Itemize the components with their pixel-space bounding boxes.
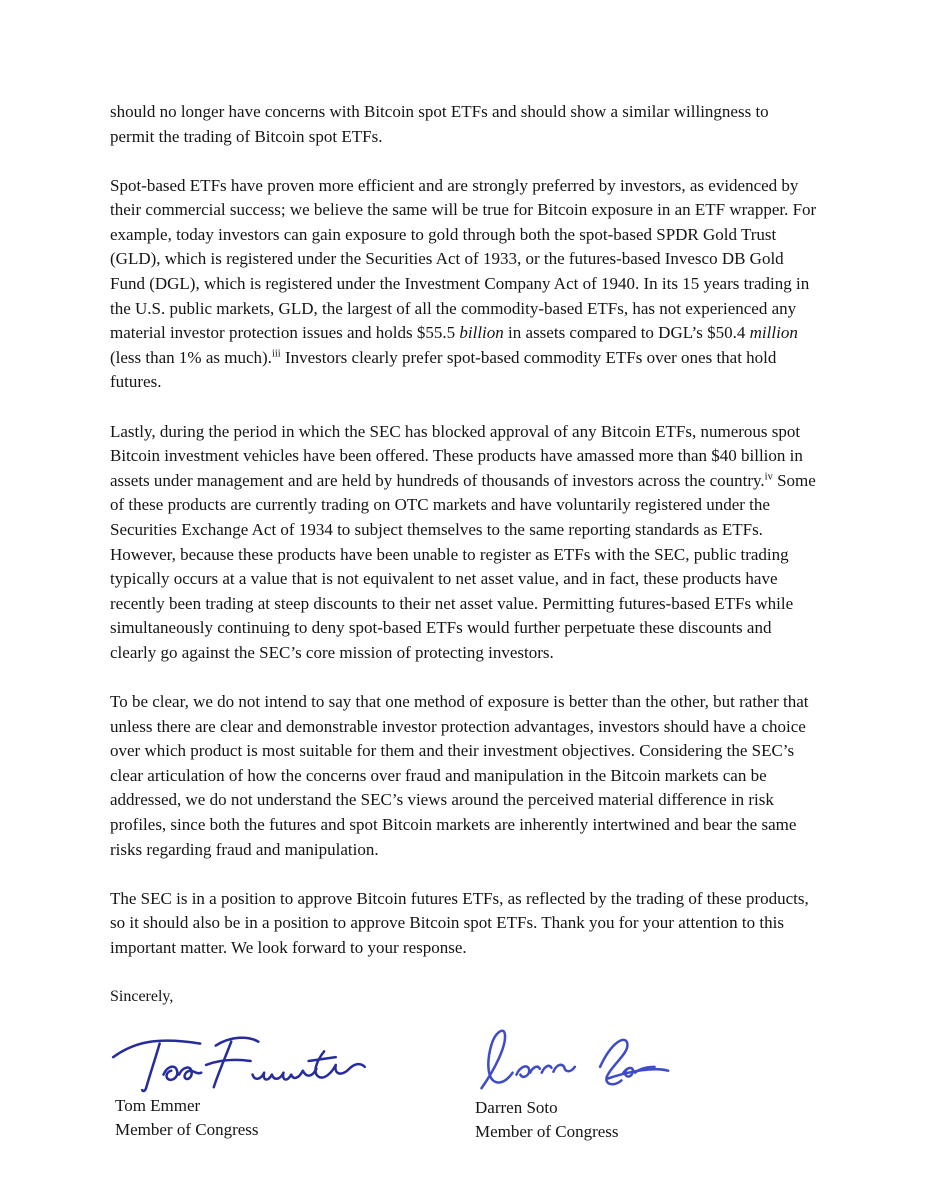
- darren-soto-signature-icon: [461, 1026, 676, 1096]
- signer-title: Member of Congress: [115, 1120, 259, 1140]
- text-italic: million: [749, 323, 798, 343]
- text-run: Lastly, during the period in which the SEC has blocked approval of any Bitcoin ETFs, numerous spot Bitcoin investment vehicles have been offered. These products have amassed more than $40 billion in assets under management and are held by hundreds of thousands of investors across the country.: [110, 421, 803, 490]
- text-run: The SEC is in a position to approve Bitcoin futures ETFs, as reflected by the trading of these products, so it should also be in a position to approve Bitcoin spot ETFs. Thank you for your attention to this important matter. We look forward to your response.: [110, 888, 809, 957]
- text-sup: iii: [271, 348, 281, 360]
- signature-block-darren-soto: [470, 1032, 817, 1145]
- paragraph: [110, 690, 817, 862]
- paragraph: [110, 174, 817, 395]
- tom-emmer-signature-icon: [103, 1032, 373, 1092]
- text-run: Investors clearly prefer spot-based commodity ETFs over ones that hold futures.: [110, 347, 777, 392]
- text-run: (less than 1% as much).: [110, 347, 272, 367]
- text-run: Some of these products are currently trading on OTC markets and have voluntarily registered under the Securities Exchange Act of 1934 to subject themselves to the same reporting standards as ETFs. However, because these products have been unable to register as ETFs with the SEC, public trading typically occurs at a value that is not equivalent to net asset value, and in fact, these products have recently been trading at steep discounts to their net asset value. Permitting futures-based ETFs while simultaneously continuing to deny spot-based ETFs would further perpetuate these discounts and clearly go against the SEC’s core mission of protecting investors.: [110, 470, 816, 662]
- paragraph: [110, 887, 817, 961]
- text-run: To be clear, we do not intend to say that one method of exposure is better than the other, but rather that unless there are clear and demonstrable investor protection advantages, investors should have a choice over which product is most suitable for them and their investment objectives. Considering the SEC’s clear articulation of how the concerns over fraud and manipulation in the Bitcoin markets can be addressed, we do not understand the SEC’s views around the perceived material difference in risk profiles, since both the futures and spot Bitcoin markets are inherently intertwined and bear the same risks regarding fraud and manipulation.: [110, 691, 809, 859]
- text-run: in assets compared to DGL’s $50.4: [503, 323, 750, 343]
- paragraph: [110, 100, 817, 149]
- signature-row: [110, 1032, 817, 1145]
- signer-title: Member of Congress: [475, 1122, 619, 1142]
- text-run: should no longer have concerns with Bitcoin spot ETFs and should show a similar willingness to permit the trading of Bitcoin spot ETFs.: [110, 102, 769, 146]
- signer-name: Darren Soto: [475, 1097, 558, 1117]
- text-run: Spot-based ETFs have proven more efficient and are strongly preferred by investors, as evidenced by their commercial success; we believe the same will be true for Bitcoin exposure in an ETF wrapper. For example, today investors can gain exposure to gold through both the spot-based SPDR Gold Trust (GLD), which is registered under the Securities Act of 1933, or the futures-based Invesco DB Gold Fund (DGL), which is registered under the Investment Company Act of 1940. In its 15 years trading in the U.S. public markets, GLD, the largest of all the commodity-based ETFs, has not experienced any material investor protection issues and holds $55.5: [110, 175, 817, 343]
- paragraph: [110, 420, 817, 666]
- signature-block-tom-emmer: [110, 1032, 470, 1143]
- closing-salutation: Sincerely,: [110, 987, 174, 1005]
- text-sup: iv: [764, 471, 773, 483]
- letter-body: [110, 100, 817, 960]
- signer-name: Tom Emmer: [115, 1095, 201, 1115]
- text-italic: billion: [459, 323, 504, 343]
